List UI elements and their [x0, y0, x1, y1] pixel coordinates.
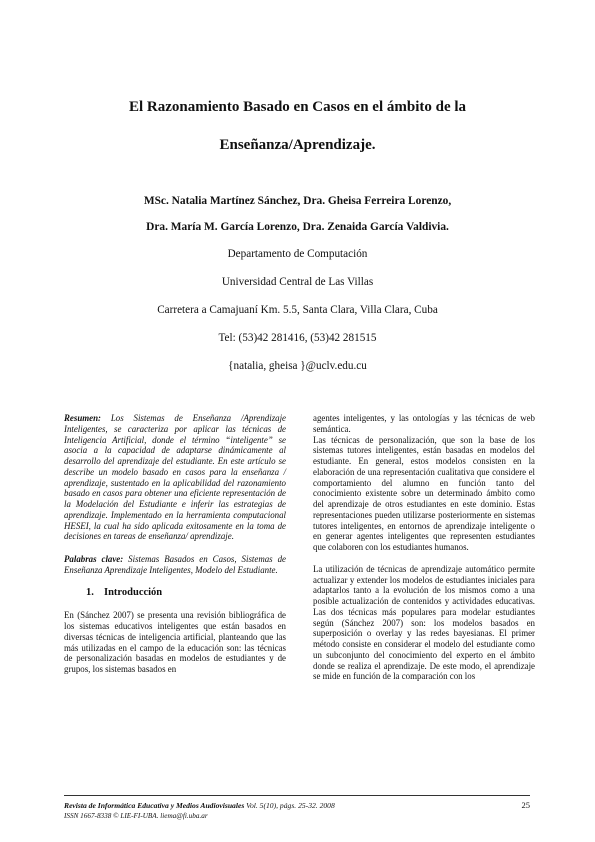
section-number: 1.	[86, 586, 94, 598]
page-number: 25	[521, 800, 530, 810]
paragraph-machine-learning: La utilización de técnicas de aprendizaje automático permite actualizar y extender los modelos de estudiantes iniciales para adaptarlos tanto a la evolución de los mismos como a una posible actualización de contenidos y actividades educativas. Las dos técnicas más populares para modelar estudiantes según (Sánchez 2007) son: los modelos basados en superposición o overlay y las redes bayesianas. El primer método consiste en considerar el modelo del estudiante como un subconjunto del conocimiento del experto en el ámbito donde se realiza el aprendizaje. De este modo, el aprendizaje se mide en función de la comparación con los	[313, 563, 535, 682]
authors-line-2: Dra. María M. García Lorenzo, Dra. Zenaida García Valdivia.	[146, 221, 449, 233]
paper-title-line-1: El Razonamiento Basado en Casos en el ámbito de la	[128, 99, 467, 115]
footer-issn: ISSN 1667-8338 © LIE-FI-UBA. liema@fi.uba.ar	[64, 812, 208, 820]
affiliation-phone: Tel: (53)42 281416, (53)42 281515	[218, 332, 377, 344]
paragraph-personalization: Las técnicas de personalización, que son la base de los sistemas tutores inteligentes, están basadas en modelos del estudiante. En general, estos modelos consisten en la elaboración de una representación cualitativa que considere el comportamiento del alumno en función tanto del conocimiento existente sobre un determinado ámbito como del aprendizaje de otros estudiantes en este dominio. Estas representaciones pueden utilizarse posteriormente en sistemas tutores inteligentes, en entornos de aprendizaje inteligente o en generar agentes inteligentes que representen estudiantes que colaboren con los estudiantes humanos.	[313, 434, 535, 552]
keywords	[64, 554, 286, 576]
abstract	[64, 413, 286, 542]
affiliation-department: Departamento de Computación	[227, 248, 368, 260]
keywords-label: Palabras clave:	[64, 554, 124, 564]
paper-title-line-2: Enseñanza/Aprendizaje.	[219, 137, 376, 153]
intro-paragraph: En (Sánchez 2007) se presenta una revisión bibliográfica de los sistemas educativos inteligentes que están basados en diversas técnicas de inteligencia artificial, planteando que las más utilizadas en el campo de la educación son: las técnicas de personalización basadas en modelos de estudiantes y de grupos, los sistemas basados en	[64, 610, 286, 674]
abstract-text: Los Sistemas de Enseñanza /Aprendizaje Inteligentes, se caracteriza por aplicar las técnicas de Inteligencia Artificial, donde el término “inteligente” se asocia a la capacidad de adaptarse dinámicamente al desarrollo del aprendizaje del estudiante. En este artículo se describe un modelo basado en casos para la enseñanza / aprendizaje, sustentado en la aplicabilidad del razonamiento basado en casos para obtener una eficiente representación de la Modelación del Estudiante e inferir las estrategias de aprendizaje. Implementado en la herramienta computacional HESEI, la cual ha sido aplicada exitosamente en la toma de decisiones en tareas de enseñanza/ aprendizaje.	[64, 413, 286, 542]
footer-journal-name: Revista de Informática Educativa y Medios Audiovisuales	[64, 801, 245, 810]
keywords-text: Sistemas Basados en Casos, Sistemas de Enseñanza Aprendizaje Inteligentes, Modelo del Estudiante.	[64, 554, 286, 575]
abstract-label: Resumen:	[64, 413, 101, 423]
affiliation-address: Carretera a Camajuaní Km. 5.5, Santa Clara, Villa Clara, Cuba	[157, 304, 438, 316]
left-column	[64, 413, 286, 675]
footer-divider	[64, 795, 530, 796]
authors-line-1: MSc. Natalia Martínez Sánchez, Dra. Gheisa Ferreira Lorenzo,	[143, 195, 452, 207]
footer-volume: Vol. 5(10), págs. 25-32. 2008	[244, 801, 335, 810]
affiliation-university: Universidad Central de Las Villas	[221, 276, 374, 288]
paragraph-agents: agentes inteligentes, y las ontologías y las técnicas de web semántica.	[313, 413, 535, 434]
footer-journal-line	[64, 801, 530, 810]
right-column	[313, 413, 535, 682]
affiliation-email: {natalia, gheisa }@uclv.edu.cu	[228, 360, 367, 372]
section-heading	[86, 588, 286, 599]
section-title: Introducción	[104, 586, 163, 598]
